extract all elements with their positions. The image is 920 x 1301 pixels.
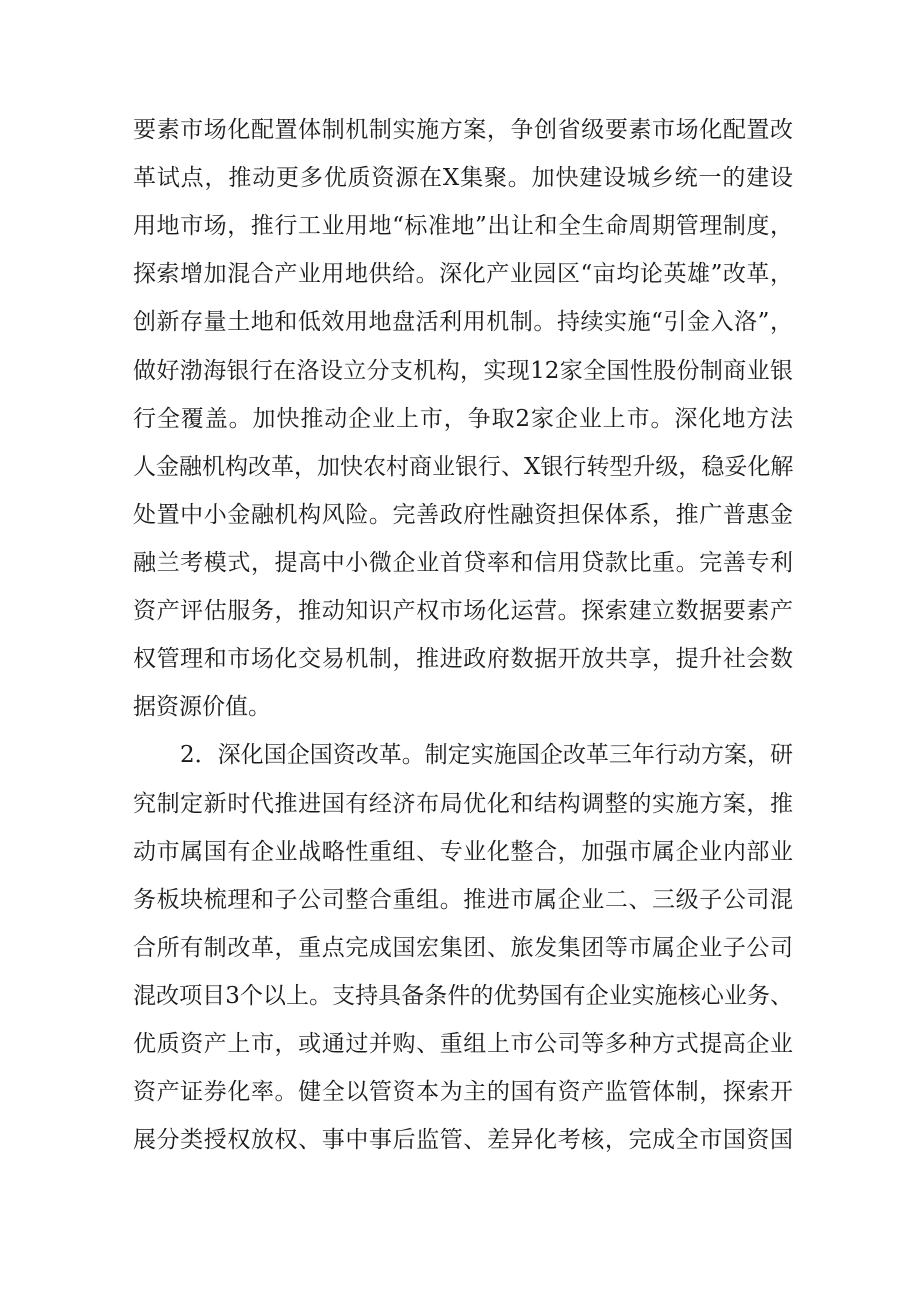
text-line: 做好渤海银行在洛设立分支机构，实现12家全国性股份制商业银 xyxy=(133,358,793,384)
text-line: 资产证券化率。健全以管资本为主的国有资产监管体制，探索开 xyxy=(133,1079,793,1105)
text-line: 究制定新时代推进国有经济布局优化和结构调整的实施方案，推 xyxy=(133,791,793,817)
text-line: 混改项目3个以上。支持具备条件的优势国有企业实施核心业务、 xyxy=(133,983,793,1009)
text-line: 人金融机构改革，加快农村商业银行、X银行转型升级，稳妥化解 xyxy=(133,454,794,480)
text-line: 资产评估服务，推动知识产权市场化运营。探索建立数据要素产 xyxy=(133,598,793,624)
text-line: 融兰考模式，提高中小微企业首贷率和信用贷款比重。完善专利 xyxy=(133,550,793,576)
text-line: 权管理和市场化交易机制，推进政府数据开放共享，提升社会数 xyxy=(133,646,793,672)
text-line: 探索增加混合产业用地供给。深化产业园区“亩均论英雄”改革， xyxy=(133,261,793,287)
text-line: 务板块梳理和子公司整合重组。推进市属企业二、三级子公司混 xyxy=(133,887,793,913)
text-line: 动市属国有企业战略性重组、专业化整合，加强市属企业内部业 xyxy=(133,839,793,865)
text-line: 合所有制改革，重点完成国宏集团、旅发集团等市属企业子公司 xyxy=(133,935,793,961)
text-line: 2．深化国企国资改革。制定实施国企改革三年行动方案，研 xyxy=(180,742,793,768)
text-line: 处置中小金融机构风险。完善政府性融资担保体系，推广普惠金 xyxy=(133,502,793,528)
text-line: 创新存量土地和低效用地盘活利用机制。持续实施“引金入洛”， xyxy=(133,309,793,335)
text-line: 革试点，推动更多优质资源在X集聚。加快建设城乡统一的建设 xyxy=(133,165,793,191)
text-line: 行全覆盖。加快推动企业上市，争取2家企业上市。深化地方法 xyxy=(133,406,793,432)
text-line: 优质资产上市，或通过并购、重组上市公司等多种方式提高企业 xyxy=(133,1031,793,1057)
text-line: 用地市场，推行工业用地“标准地”出让和全生命周期管理制度， xyxy=(133,213,793,239)
text-line: 据资源价值。 xyxy=(133,694,271,720)
text-line: 展分类授权放权、事中事后监管、差异化考核，完成全市国资国 xyxy=(133,1127,793,1153)
text-line: 要素市场化配置体制机制实施方案，争创省级要素市场化配置改 xyxy=(133,117,793,143)
